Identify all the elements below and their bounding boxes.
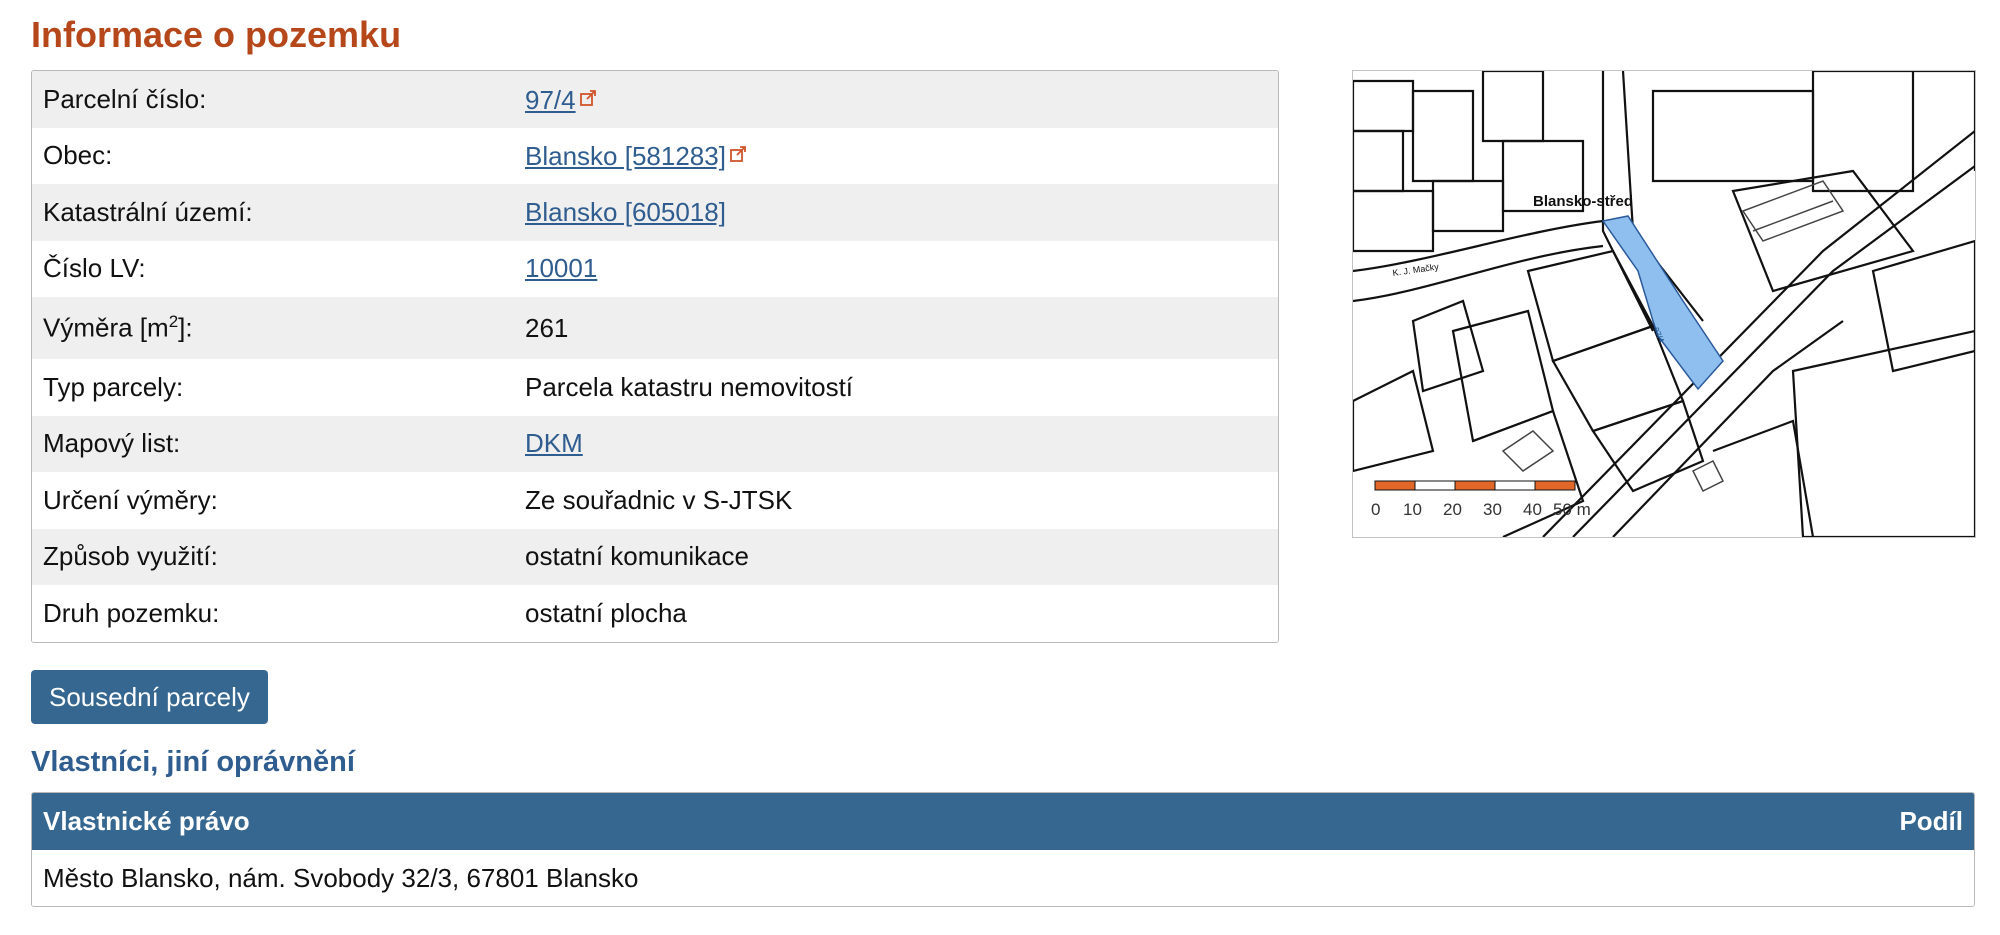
map-sheet-link[interactable]: DKM <box>525 428 583 459</box>
area-label-superscript: 2 <box>168 312 179 332</box>
scale-label-50: 50 m <box>1553 500 1591 519</box>
info-label: Druh pozemku: <box>43 597 220 628</box>
scale-label-0: 0 <box>1371 500 1381 519</box>
owner-name: Město Blansko, nám. Svobody 32/3, 67801 Blansko <box>43 862 639 893</box>
lv-number-link[interactable]: 10001 <box>525 253 598 284</box>
info-value <box>525 253 1278 284</box>
scale-label-40: 40 <box>1523 500 1542 519</box>
owners-table <box>31 792 1975 907</box>
area-label-text: Výměra [m <box>43 312 169 343</box>
info-label: Typ parcely: <box>43 371 184 402</box>
info-value: Ze souřadnic v S-JTSK <box>525 484 793 515</box>
info-value <box>525 197 1278 228</box>
owners-col-right: Vlastnické právo <box>43 806 250 836</box>
owners-heading: Vlastníci, jiní oprávnění <box>31 746 355 778</box>
map-parcel-label: 97/4 <box>1651 326 1666 344</box>
info-label: Číslo LV: <box>43 253 146 284</box>
info-row-land-type <box>32 585 1278 642</box>
info-row-area <box>32 297 1278 359</box>
info-value: Parcela katastru nemovitostí <box>525 371 854 402</box>
info-label: Mapový list: <box>43 428 181 459</box>
owners-col-share: Podíl <box>1899 806 1963 836</box>
table-row <box>32 850 1974 906</box>
info-label: Parcelní číslo: <box>43 83 207 114</box>
info-row-lv-number <box>32 241 1278 298</box>
map-scale-bar <box>1375 481 1575 490</box>
area-value: 261 <box>525 312 569 343</box>
area-label-end: ]: <box>178 312 193 343</box>
info-row-map-sheet <box>32 416 1278 473</box>
info-value: ostatní plocha <box>525 597 687 628</box>
parcel-info-table <box>31 70 1279 643</box>
info-label: Katastrální území: <box>43 196 253 227</box>
info-row-municipality <box>32 128 1278 185</box>
info-value <box>525 83 1278 116</box>
scale-label-30: 30 <box>1483 500 1502 519</box>
external-link-icon[interactable] <box>729 139 747 170</box>
municipality-link[interactable]: Blansko [581283] <box>525 141 726 172</box>
info-value <box>525 139 1278 172</box>
cadastral-map[interactable] <box>1352 70 1976 538</box>
scale-label-10: 10 <box>1403 500 1422 519</box>
info-label: Určení výměry: <box>43 484 218 515</box>
info-row-parcel-number <box>32 71 1278 128</box>
info-value <box>525 428 1278 459</box>
info-label: Způsob využití: <box>43 541 218 572</box>
cadastral-map-drawing <box>1353 71 1975 537</box>
neighbor-parcels-button[interactable]: Sousední parcely <box>31 670 268 724</box>
cadastral-area-link[interactable]: Blansko [605018] <box>525 196 726 227</box>
owners-table-header <box>32 793 1974 850</box>
info-label <box>32 312 525 344</box>
page-title: Informace o pozemku <box>31 14 402 55</box>
info-label: Obec: <box>43 140 113 171</box>
map-street-label: K. J. Mačky <box>1391 261 1440 278</box>
info-row-cadastral-area <box>32 184 1278 241</box>
parcel-number-link[interactable]: 97/4 <box>525 84 576 115</box>
info-row-parcel-type <box>32 359 1278 416</box>
info-value: ostatní komunikace <box>525 541 750 572</box>
map-district-label: Blansko-střed <box>1533 193 1634 210</box>
external-link-icon[interactable] <box>579 83 597 114</box>
info-row-usage <box>32 529 1278 586</box>
highlighted-parcel <box>1603 216 1723 389</box>
scale-label-20: 20 <box>1443 500 1462 519</box>
info-row-area-determination <box>32 472 1278 529</box>
